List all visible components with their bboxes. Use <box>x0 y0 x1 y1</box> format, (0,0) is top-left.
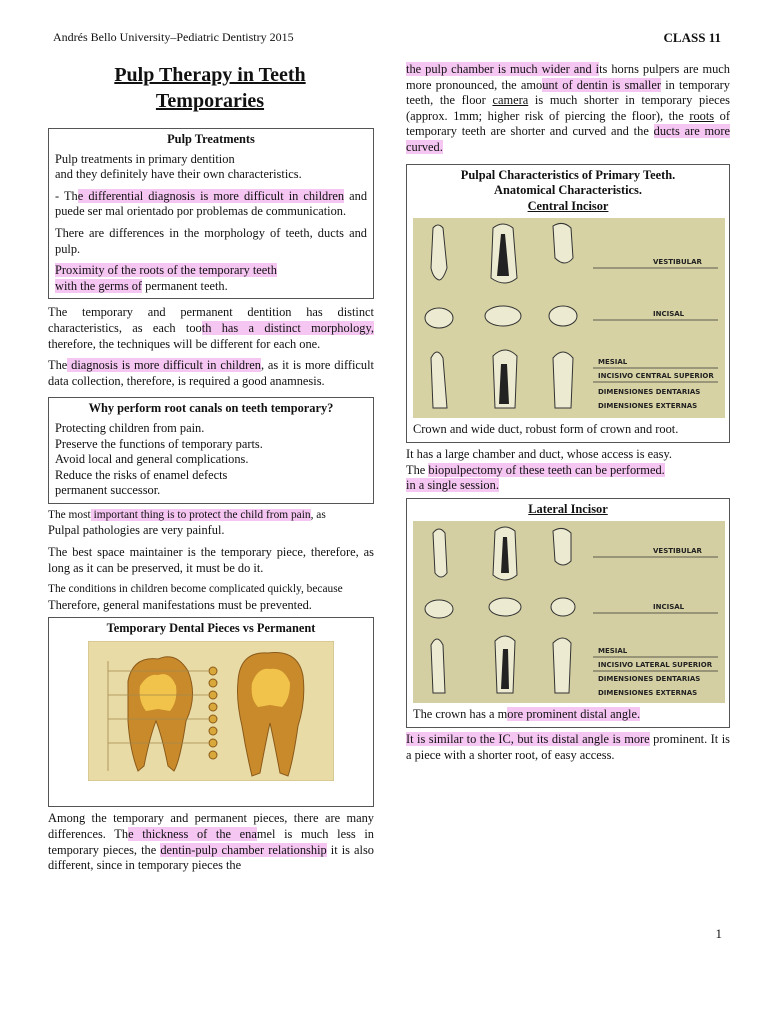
fig-label: INCISAL <box>653 603 685 612</box>
highlight: It is similar to the IC, but its distal angle is more <box>406 731 650 746</box>
highlight: with the germs of <box>55 278 143 293</box>
highlight: biopulpectomy of these teeth can be performed. <box>428 462 665 477</box>
document-title <box>55 62 365 114</box>
fig-label: DIMENSIONES EXTERNAS <box>598 689 698 698</box>
highlight: ducts are more curved. <box>406 124 730 154</box>
fig-label: INCISIVO LATERAL SUPERIOR <box>598 661 713 670</box>
why-item: Protecting children from pain. <box>55 420 205 435</box>
why-item: Reduce the risks of enamel defects <box>55 467 228 482</box>
highlight: in a single session. <box>406 478 499 493</box>
highlight: important thing is to protect the child from pain <box>90 508 311 521</box>
para-pain: The most important thing is to protect the child from pain, as <box>48 508 326 521</box>
highlight: the pulp chamber is much wider and i <box>406 62 600 76</box>
why-item: Avoid local and general complications. <box>55 452 249 467</box>
para-dentition: The temporary and permanent dentition has distinct characteristics, as each tooth has a distinct morphology, therefore, the techniques will be different for each one. <box>48 305 374 351</box>
class-label: CLASS 11 <box>663 30 721 45</box>
pt-differential: - The differential diagnosis is more difficult in children and puede ser mal orientado por problemas de communication. <box>55 188 368 219</box>
fig-label: VESTIBULAR <box>653 258 702 267</box>
fig-label: INCISIVO CENTRAL SUPERIOR <box>598 372 714 381</box>
pulpal-characteristics-box <box>406 164 730 443</box>
highlight: unt of dentin is smaller <box>542 77 661 92</box>
lateral-incisor-heading: Lateral Incisor <box>528 501 608 516</box>
pieces-heading: Temporary Dental Pieces vs Permanent <box>106 621 316 636</box>
para-biopulpectomy: The biopulpectomy of these teeth can be performed. in a single session. <box>406 462 665 493</box>
temporary-vs-permanent-box <box>48 617 374 807</box>
lateral-incisor-figure <box>413 521 725 703</box>
running-header: Andrés Bello University–Pediatric Dentistry 2015 <box>53 30 294 44</box>
central-incisor-heading: Central Incisor <box>527 198 609 213</box>
para-differences: Among the temporary and permanent pieces, there are many differences. The thickness of the enamel is much less in temporary pieces, the dentin-pulp chamber relationship it is also different, since in temporary pieces the <box>48 811 375 873</box>
highlight: th has a distinct morphology, <box>201 320 374 335</box>
para-conditions-2: Therefore, general manifestations must be prevented. <box>48 597 312 612</box>
para-conditions: The conditions in children become complicated quickly, because <box>48 583 343 596</box>
para-pain-2: Pulpal pathologies are very painful. <box>48 523 225 538</box>
fig-label: VESTIBULAR <box>653 547 702 556</box>
right-column <box>406 62 730 763</box>
fig-label: DIMENSIONES DENTARIAS <box>598 388 701 397</box>
pulp-treatments-box <box>48 128 374 299</box>
pt-line-1: Pulp treatments in primary dentition <box>55 151 235 166</box>
left-column <box>48 128 374 874</box>
para-similar-ic: It is similar to the IC, but its distal angle is more prominent. It is a piece with a shorter root, of easy access. <box>406 731 730 762</box>
lateral-incisor-caption: The crown has a more prominent distal angle. <box>413 707 641 722</box>
pt-line-2: and they definitely have their own characteristics. <box>55 167 302 182</box>
highlight: ore prominent distal angle. <box>507 707 641 722</box>
fig-label: DIMENSIONES EXTERNAS <box>598 402 698 411</box>
highlight: Proximity of the roots of the temporary teeth <box>55 263 277 278</box>
pt-proximity: Proximity of the roots of the temporary teeth with the germs of permanent teeth. <box>55 263 277 293</box>
fig-label: INCISAL <box>653 310 685 319</box>
fig-label: DIMENSIONES DENTARIAS <box>598 675 701 684</box>
pulpal-heading-2: Anatomical Characteristics. <box>494 183 642 198</box>
lateral-incisor-box <box>406 498 730 728</box>
fig-label: MESIAL <box>598 358 628 367</box>
pulpal-heading-1: Pulpal Characteristics of Primary Teeth. <box>460 167 676 182</box>
highlight: dentin-pulp chamber relationship <box>160 842 327 857</box>
highlight: e thickness of the ena <box>128 827 257 842</box>
fig-label: MESIAL <box>598 647 628 656</box>
pt-morphology: There are differences in the morphology of teeth, ducts and pulp. <box>55 225 367 256</box>
page-number: 1 <box>715 926 722 941</box>
pulp-treatments-heading: Pulp Treatments <box>167 132 255 146</box>
para-large-chamber: It has a large chamber and duct, whose access is easy. <box>406 446 672 461</box>
central-incisor-figure <box>413 218 725 418</box>
title-line-2: Temporaries <box>155 90 265 112</box>
para-continuation: the pulp chamber is much wider and its horns pulpers are much more pronounced, the amount of dentin is smaller in temporary teeth, the floor camera is much shorter in temporary pieces (approx. 1mm; higher risk of piercing the floor), the roots of temporary teeth are shorter and curved and the ducts are more curved. <box>406 62 731 154</box>
title-line-1: Pulp Therapy in Teeth <box>114 64 306 86</box>
why-item: permanent successor. <box>55 483 161 498</box>
why-item: Preserve the functions of temporary parts. <box>55 436 263 451</box>
tooth-comparison-image <box>88 641 334 781</box>
highlight: e differential diagnosis is more difficult in children <box>77 188 345 203</box>
why-heading: Why perform root canals on teeth temporary? <box>88 401 334 416</box>
highlight: diagnosis is more difficult in children <box>67 358 261 373</box>
why-root-canals-box <box>48 397 374 504</box>
central-incisor-caption: Crown and wide duct, robust form of crown and root. <box>413 422 679 437</box>
para-diagnosis: The diagnosis is more difficult in children, as it is more difficult data collection, therefore, is required a good anamnesis. <box>48 358 374 388</box>
para-space-maintainer: The best space maintainer is the temporary piece, therefore, as long as it can be preserved, it must be do it. <box>48 545 374 575</box>
